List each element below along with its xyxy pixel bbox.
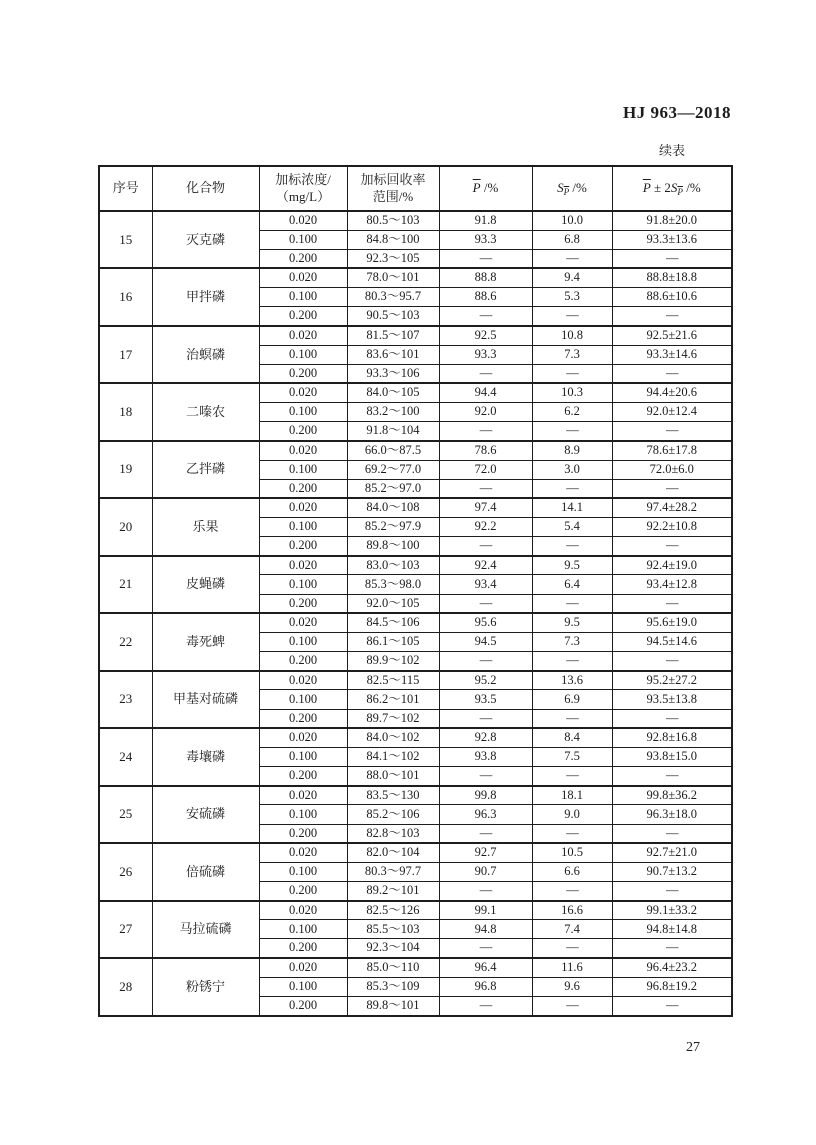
cell-concentration: 0.200	[259, 364, 347, 383]
cell-mean: 93.8	[439, 747, 532, 766]
cell-index: 21	[99, 556, 152, 613]
cell-sd: 10.3	[532, 383, 612, 402]
col-header-compound-label: 化合物	[185, 180, 225, 196]
cell-interval: 92.0±12.4	[612, 403, 732, 422]
cell-mean: 93.3	[439, 230, 532, 249]
cell-mean: 78.6	[439, 441, 532, 460]
cell-recovery-range: 84.8～100	[347, 230, 439, 249]
cell-interval: 95.6±19.0	[612, 613, 732, 632]
cell-concentration: 0.020	[259, 671, 347, 690]
table-row	[99, 958, 732, 977]
table-row	[99, 728, 732, 747]
cell-concentration: 0.020	[259, 326, 347, 345]
cell-mean: —	[439, 709, 532, 728]
cell-interval: 91.8±20.0	[612, 211, 732, 230]
cell-recovery-range: 86.1～105	[347, 632, 439, 651]
cell-interval: 88.8±18.8	[612, 268, 732, 287]
cell-sd: 7.4	[532, 920, 612, 939]
cell-mean: 92.0	[439, 403, 532, 422]
cell-recovery-range: 80.3～97.7	[347, 862, 439, 881]
cell-index: 28	[99, 958, 152, 1016]
cell-interval: 94.8±14.8	[612, 920, 732, 939]
cell-concentration: 0.100	[259, 230, 347, 249]
cell-concentration: 0.020	[259, 613, 347, 632]
page-number: 27	[686, 1040, 700, 1055]
cell-compound: 二嗪农	[152, 383, 259, 440]
cell-interval: 92.8±16.8	[612, 728, 732, 747]
cell-sd: 10.8	[532, 326, 612, 345]
cell-mean: 95.2	[439, 671, 532, 690]
cell-sd: —	[532, 709, 612, 728]
cell-concentration: 0.020	[259, 498, 347, 517]
cell-compound: 乐果	[152, 498, 259, 555]
cell-concentration: 0.020	[259, 441, 347, 460]
cell-mean: 96.8	[439, 977, 532, 996]
cell-concentration: 0.020	[259, 556, 347, 575]
cell-compound: 治螟磷	[152, 326, 259, 383]
cell-mean: 88.6	[439, 288, 532, 307]
recovery-table	[98, 165, 733, 1017]
cell-recovery-range: 90.5～103	[347, 307, 439, 326]
cell-mean: —	[439, 364, 532, 383]
cell-recovery-range: 89.7～102	[347, 709, 439, 728]
cell-sd: —	[532, 307, 612, 326]
header-math-segment: P	[563, 187, 570, 198]
col-header-spike-concentration	[259, 166, 347, 211]
cell-sd: 6.4	[532, 575, 612, 594]
cell-compound: 安硫磷	[152, 786, 259, 843]
cell-index: 24	[99, 728, 152, 785]
cell-mean: 72.0	[439, 460, 532, 479]
cell-recovery-range: 83.2～100	[347, 403, 439, 422]
cell-sd: 7.5	[532, 747, 612, 766]
cell-mean: —	[439, 307, 532, 326]
cell-sd: 9.6	[532, 977, 612, 996]
cell-sd: 5.3	[532, 288, 612, 307]
cell-mean: 94.4	[439, 383, 532, 402]
cell-compound: 毒死蜱	[152, 613, 259, 670]
cell-recovery-range: 89.9～102	[347, 652, 439, 671]
cell-recovery-range: 91.8～104	[347, 422, 439, 441]
doc-number: HJ 963—2018	[623, 103, 731, 122]
header-math-segment: /%	[682, 180, 701, 196]
header-math-segment: ± 2	[650, 180, 671, 196]
header-math-segment: S	[670, 180, 678, 196]
cell-mean: —	[439, 479, 532, 498]
table-header-row	[99, 166, 732, 211]
cell-interval: 96.4±23.2	[612, 958, 732, 977]
table-row	[99, 671, 732, 690]
cell-concentration: 0.020	[259, 843, 347, 862]
cell-compound: 皮蝇磷	[152, 556, 259, 613]
table-row	[99, 211, 732, 230]
table-row	[99, 383, 732, 402]
cell-compound: 灭克磷	[152, 211, 259, 268]
cell-sd: —	[532, 652, 612, 671]
cell-concentration: 0.200	[259, 594, 347, 613]
header-math-segment: $\overline{P}$	[642, 180, 651, 196]
cell-concentration: 0.020	[259, 268, 347, 287]
cell-index: 22	[99, 613, 152, 670]
cell-compound: 马拉硫磷	[152, 901, 259, 958]
cell-interval: —	[612, 479, 732, 498]
cell-interval: —	[612, 249, 732, 268]
cell-compound: 粉锈宁	[152, 958, 259, 1016]
cell-concentration: 0.020	[259, 786, 347, 805]
cell-recovery-range: 85.2～97.9	[347, 518, 439, 537]
cell-interval: 96.3±18.0	[612, 805, 732, 824]
cell-recovery-range: 85.2～97.0	[347, 479, 439, 498]
cell-sd: 6.2	[532, 403, 612, 422]
cell-concentration: 0.100	[259, 977, 347, 996]
cell-sd: —	[532, 479, 612, 498]
cell-interval: 92.5±21.6	[612, 326, 732, 345]
cell-recovery-range: 66.0～87.5	[347, 441, 439, 460]
cell-concentration: 0.020	[259, 211, 347, 230]
cell-interval: 92.2±10.8	[612, 518, 732, 537]
cell-interval: —	[612, 594, 732, 613]
cell-interval: 93.4±12.8	[612, 575, 732, 594]
cell-mean: 93.5	[439, 690, 532, 709]
cell-recovery-range: 85.5～103	[347, 920, 439, 939]
cell-compound: 毒壤磷	[152, 728, 259, 785]
cell-mean: 91.8	[439, 211, 532, 230]
table-row	[99, 901, 732, 920]
cell-interval: 94.5±14.6	[612, 632, 732, 651]
cell-recovery-range: 82.5～126	[347, 901, 439, 920]
cell-interval: 78.6±17.8	[612, 441, 732, 460]
cell-concentration: 0.200	[259, 249, 347, 268]
cell-interval: 93.5±13.8	[612, 690, 732, 709]
cell-interval: 99.8±36.2	[612, 786, 732, 805]
cell-mean: —	[439, 767, 532, 786]
cell-sd: 7.3	[532, 345, 612, 364]
col-header-mean-recovery	[439, 166, 532, 211]
cell-interval: —	[612, 881, 732, 900]
cell-recovery-range: 80.3～95.7	[347, 288, 439, 307]
cell-recovery-range: 85.3～109	[347, 977, 439, 996]
col-header-recovery-range	[347, 166, 439, 211]
cell-recovery-range: 82.8～103	[347, 824, 439, 843]
header-math-segment: P	[677, 187, 683, 198]
cell-concentration: 0.100	[259, 632, 347, 651]
cell-recovery-range: 84.0～108	[347, 498, 439, 517]
col-header-spike-concentration-line1: 加标浓度/	[275, 172, 331, 188]
cell-index: 19	[99, 441, 152, 498]
cell-concentration: 0.200	[259, 996, 347, 1016]
cell-interval: 95.2±27.2	[612, 671, 732, 690]
cell-recovery-range: 92.3～104	[347, 939, 439, 958]
cell-interval: —	[612, 939, 732, 958]
cell-concentration: 0.200	[259, 939, 347, 958]
cell-mean: 92.7	[439, 843, 532, 862]
cell-concentration: 0.200	[259, 652, 347, 671]
cell-sd: 6.6	[532, 862, 612, 881]
cell-index: 18	[99, 383, 152, 440]
cell-interval: —	[612, 767, 732, 786]
cell-sd: —	[532, 422, 612, 441]
cell-sd: —	[532, 939, 612, 958]
cell-recovery-range: 82.5～115	[347, 671, 439, 690]
cell-interval: 99.1±33.2	[612, 901, 732, 920]
cell-compound: 倍硫磷	[152, 843, 259, 900]
table-row	[99, 556, 732, 575]
cell-recovery-range: 84.1～102	[347, 747, 439, 766]
col-header-recovery-range-line2: 范围/%	[372, 188, 414, 204]
cell-recovery-range: 69.2～77.0	[347, 460, 439, 479]
cell-mean: —	[439, 537, 532, 556]
col-header-recovery-range-line1: 加标回收率	[360, 172, 426, 188]
cell-sd: —	[532, 767, 612, 786]
header-math-segment: $\overline{P}$	[472, 180, 481, 196]
cell-interval: —	[612, 307, 732, 326]
cell-recovery-range: 81.5～107	[347, 326, 439, 345]
cell-concentration: 0.200	[259, 767, 347, 786]
cell-recovery-range: 83.6～101	[347, 345, 439, 364]
cell-concentration: 0.020	[259, 728, 347, 747]
cell-sd: 6.9	[532, 690, 612, 709]
cell-compound: 甲拌磷	[152, 268, 259, 325]
cell-recovery-range: 88.0～101	[347, 767, 439, 786]
cell-sd: 9.4	[532, 268, 612, 287]
cell-sd: 6.8	[532, 230, 612, 249]
cell-recovery-range: 85.3～98.0	[347, 575, 439, 594]
cell-interval: 90.7±13.2	[612, 862, 732, 881]
table-row	[99, 613, 732, 632]
cell-sd: 14.1	[532, 498, 612, 517]
cell-interval: 93.3±13.6	[612, 230, 732, 249]
cell-recovery-range: 92.0～105	[347, 594, 439, 613]
header-math-segment: /%	[569, 180, 587, 196]
cell-interval: —	[612, 652, 732, 671]
cell-sd: —	[532, 594, 612, 613]
cell-interval: 72.0±6.0	[612, 460, 732, 479]
cell-mean: 93.4	[439, 575, 532, 594]
cell-interval: 92.7±21.0	[612, 843, 732, 862]
cell-interval: —	[612, 709, 732, 728]
cell-mean: —	[439, 652, 532, 671]
cell-recovery-range: 83.0～103	[347, 556, 439, 575]
cell-sd: —	[532, 364, 612, 383]
cell-mean: —	[439, 996, 532, 1016]
cell-concentration: 0.200	[259, 824, 347, 843]
cell-concentration: 0.100	[259, 690, 347, 709]
cell-sd: 9.5	[532, 556, 612, 575]
cell-recovery-range: 89.8～101	[347, 996, 439, 1016]
col-header-standard-deviation	[532, 166, 612, 211]
cell-mean: 93.3	[439, 345, 532, 364]
cell-mean: 99.1	[439, 901, 532, 920]
cell-interval: —	[612, 996, 732, 1016]
cell-recovery-range: 84.5～106	[347, 613, 439, 632]
cell-concentration: 0.100	[259, 288, 347, 307]
cell-concentration: 0.020	[259, 958, 347, 977]
cell-recovery-range: 80.5～103	[347, 211, 439, 230]
cell-concentration: 0.100	[259, 575, 347, 594]
cell-concentration: 0.020	[259, 901, 347, 920]
cell-concentration: 0.100	[259, 345, 347, 364]
cell-sd: 16.6	[532, 901, 612, 920]
cell-index: 26	[99, 843, 152, 900]
cell-index: 20	[99, 498, 152, 555]
cell-sd: 13.6	[532, 671, 612, 690]
cell-index: 23	[99, 671, 152, 728]
cell-sd: —	[532, 881, 612, 900]
cell-recovery-range: 82.0～104	[347, 843, 439, 862]
cell-recovery-range: 83.5～130	[347, 786, 439, 805]
cell-sd: —	[532, 249, 612, 268]
cell-sd: 10.5	[532, 843, 612, 862]
cell-interval: 92.4±19.0	[612, 556, 732, 575]
cell-mean: —	[439, 824, 532, 843]
cell-mean: 96.4	[439, 958, 532, 977]
cell-concentration: 0.200	[259, 537, 347, 556]
cell-recovery-range: 92.3～105	[347, 249, 439, 268]
cell-recovery-range: 93.3～106	[347, 364, 439, 383]
table-row	[99, 498, 732, 517]
table-row	[99, 786, 732, 805]
cell-interval: 93.8±15.0	[612, 747, 732, 766]
col-header-confidence-interval	[612, 166, 732, 211]
cell-concentration: 0.100	[259, 518, 347, 537]
col-header-index	[99, 166, 152, 211]
cell-mean: 88.8	[439, 268, 532, 287]
cell-mean: 97.4	[439, 498, 532, 517]
table-row	[99, 268, 732, 287]
cell-interval: 88.6±10.6	[612, 288, 732, 307]
cell-recovery-range: 84.0～105	[347, 383, 439, 402]
cell-interval: 96.8±19.2	[612, 977, 732, 996]
cell-concentration: 0.100	[259, 403, 347, 422]
cell-concentration: 0.100	[259, 920, 347, 939]
col-header-index-label: 序号	[112, 180, 139, 196]
cell-mean: —	[439, 594, 532, 613]
cell-index: 25	[99, 786, 152, 843]
table-row	[99, 441, 732, 460]
cell-mean: 99.8	[439, 786, 532, 805]
cell-mean: 94.8	[439, 920, 532, 939]
cell-sd: 10.0	[532, 211, 612, 230]
table-row	[99, 326, 732, 345]
cell-mean: 96.3	[439, 805, 532, 824]
cell-concentration: 0.200	[259, 307, 347, 326]
cell-recovery-range: 85.2～106	[347, 805, 439, 824]
cell-concentration: 0.100	[259, 460, 347, 479]
cell-mean: 92.4	[439, 556, 532, 575]
cell-recovery-range: 84.0～102	[347, 728, 439, 747]
cell-concentration: 0.200	[259, 479, 347, 498]
cell-concentration: 0.200	[259, 709, 347, 728]
cell-interval: —	[612, 537, 732, 556]
cell-mean: —	[439, 939, 532, 958]
header-math-segment: S	[557, 180, 564, 196]
cell-sd: 9.0	[532, 805, 612, 824]
cell-sd: 3.0	[532, 460, 612, 479]
cell-concentration: 0.100	[259, 862, 347, 881]
cell-concentration: 0.020	[259, 383, 347, 402]
cell-sd: —	[532, 537, 612, 556]
cell-sd: 8.9	[532, 441, 612, 460]
cell-index: 16	[99, 268, 152, 325]
cell-concentration: 0.200	[259, 881, 347, 900]
cell-interval: —	[612, 824, 732, 843]
cell-sd: —	[532, 996, 612, 1016]
cell-interval: —	[612, 422, 732, 441]
cell-recovery-range: 85.0～110	[347, 958, 439, 977]
cell-mean: —	[439, 249, 532, 268]
cell-index: 15	[99, 211, 152, 268]
cell-recovery-range: 89.2～101	[347, 881, 439, 900]
table-row	[99, 843, 732, 862]
cell-mean: 94.5	[439, 632, 532, 651]
cell-interval: 94.4±20.6	[612, 383, 732, 402]
cell-index: 27	[99, 901, 152, 958]
cell-sd: 8.4	[532, 728, 612, 747]
cell-mean: —	[439, 422, 532, 441]
table-body	[99, 211, 732, 1016]
header-math-segment: /%	[480, 180, 499, 196]
cell-sd: 11.6	[532, 958, 612, 977]
cell-mean: 92.2	[439, 518, 532, 537]
cell-sd: 5.4	[532, 518, 612, 537]
cell-mean: 90.7	[439, 862, 532, 881]
cell-interval: 97.4±28.2	[612, 498, 732, 517]
cell-concentration: 0.200	[259, 422, 347, 441]
cell-sd: 7.3	[532, 632, 612, 651]
cell-mean: —	[439, 881, 532, 900]
cell-recovery-range: 89.8～100	[347, 537, 439, 556]
col-header-compound	[152, 166, 259, 211]
cell-concentration: 0.100	[259, 805, 347, 824]
cell-compound: 乙拌磷	[152, 441, 259, 498]
cell-mean: 92.5	[439, 326, 532, 345]
cell-mean: 92.8	[439, 728, 532, 747]
cell-compound: 甲基对硫磷	[152, 671, 259, 728]
col-header-spike-concentration-line2: （mg/L）	[275, 188, 331, 204]
cell-recovery-range: 78.0～101	[347, 268, 439, 287]
cell-recovery-range: 86.2～101	[347, 690, 439, 709]
cell-sd: 9.5	[532, 613, 612, 632]
cell-sd: —	[532, 824, 612, 843]
cell-interval: —	[612, 364, 732, 383]
cell-sd: 18.1	[532, 786, 612, 805]
cell-index: 17	[99, 326, 152, 383]
cell-interval: 93.3±14.6	[612, 345, 732, 364]
cell-concentration: 0.100	[259, 747, 347, 766]
cell-mean: 95.6	[439, 613, 532, 632]
continued-table-label: 续表	[658, 143, 685, 158]
